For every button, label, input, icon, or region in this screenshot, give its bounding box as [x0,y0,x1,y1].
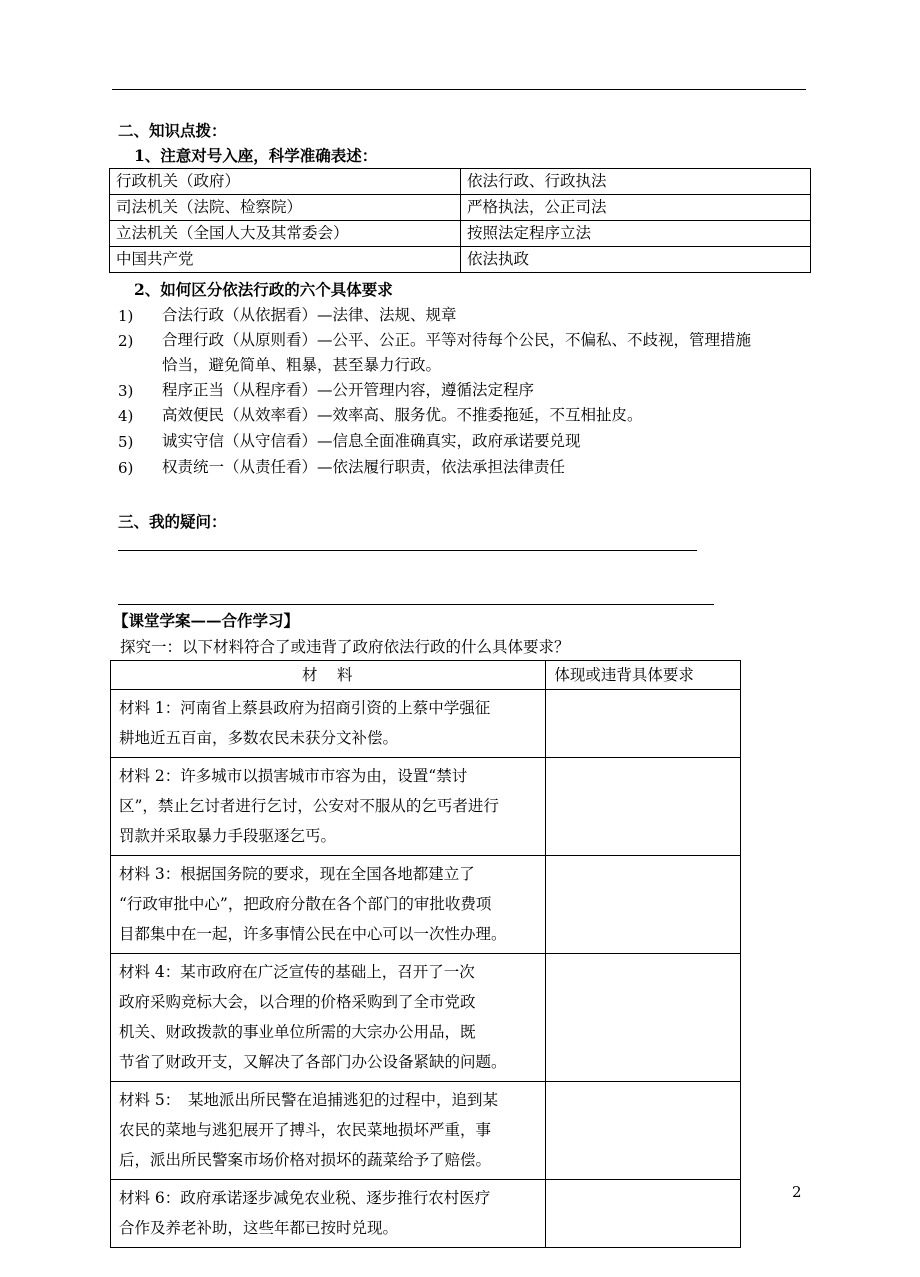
material-line: 节省了财政开支，又解决了各部门办公设备紧缺的问题。 [119,1053,507,1071]
organ-duty-row [110,169,811,195]
organ-duty-table [109,168,811,273]
material-line: 材料 5： 某地派出所民警在追捕逃犯的过程中，追到某 [119,1091,499,1109]
section3-title: 三、我的疑问： [118,512,227,531]
requirement-answer-cell[interactable] [546,690,741,758]
inquiry-question: 探究一：以下材料符合了或违背了政府依法行政的什么具体要求？ [120,638,570,656]
header-material: 材 料 [111,661,546,690]
materials-table-header [111,661,741,690]
material-line: 材料 6：政府承诺逐步减免农业税、逐步推行农村医疗 [119,1189,491,1207]
material-line: 材料 1：河南省上蔡县政府为招商引资的上蔡中学强征 [119,699,491,717]
material-cell [111,758,546,856]
requirement-answer-cell[interactable] [546,1082,741,1180]
list-item-text: 合法行政（从依据看）—法律、法规、规章 [162,306,457,324]
material-row [111,1082,741,1180]
list-item-text: 合理行政（从原则看）—公平、公正。平等对待每个公民，不偏私、不歧视，管理措施 [162,331,752,349]
list-item-number: 2) [118,332,134,350]
duty-cell: 严格执法，公正司法 [461,195,811,221]
material-cell [111,690,546,758]
organ-cell: 立法机关（全国人大及其常委会） [110,221,461,247]
material-cell [111,1180,546,1248]
list-item-text: 高效便民（从效率看）—效率高、服务优。不推委拖延，不互相扯皮。 [162,406,643,424]
header-rule [112,89,806,90]
material-line: 材料 4：某市政府在广泛宣传的基础上，召开了一次 [119,963,475,981]
material-line: 区”，禁止乞讨者进行乞讨，公安对不服从的乞丐者进行 [119,797,499,815]
list-item-text: 恰当，避免简单、粗暴，甚至暴力行政。 [162,356,442,374]
organ-cell: 中国共产党 [110,247,461,273]
question-blank-line-2[interactable] [118,604,714,605]
material-line: 目都集中在一起，许多事情公民在中心可以一次性办理。 [119,925,507,943]
list-item-number: 5) [118,433,134,451]
material-row [111,1180,741,1248]
requirement-answer-cell[interactable] [546,1180,741,1248]
section2-title: 二、知识点拨： [118,121,227,140]
section2-sub1: 1、注意对号入座，科学准确表述： [134,146,378,165]
organ-cell: 行政机关（政府） [110,169,461,195]
material-line: “行政审批中心”，把政府分散在各个部门的审批收费项 [119,895,492,913]
list-item-text: 程序正当（从程序看）—公开管理内容，遵循法定程序 [162,381,535,399]
organ-duty-row [110,221,811,247]
material-line: 政府采购竞标大会，以合理的价格采购到了全市党政 [119,993,476,1011]
header-requirement: 体现或违背具体要求 [546,661,741,690]
material-cell [111,856,546,954]
material-line: 农民的菜地与逃犯展开了搏斗，农民菜地损坏严重，事 [119,1121,492,1139]
material-row [111,690,741,758]
list-item-text: 诚实守信（从守信看）—信息全面准确真实，政府承诺要兑现 [162,432,581,450]
material-cell [111,954,546,1082]
material-line: 机关、财政拨款的事业单位所需的大宗办公用品，既 [119,1023,476,1041]
duty-cell: 依法执政 [461,247,811,273]
list-item-text: 权责统一（从责任看）—依法履行职责，依法承担法律责任 [162,458,566,476]
organ-cell: 司法机关（法院、检察院） [110,195,461,221]
list-item-number: 1) [118,307,134,325]
classroom-title: 【课堂学案——合作学习】 [113,611,300,630]
material-line: 后，派出所民警案市场价格对损坏的蔬菜给予了赔偿。 [119,1151,492,1169]
page-number: 2 [792,1183,802,1201]
list-item-number: 4) [118,407,134,425]
organ-duty-row [110,247,811,273]
question-blank-line-1[interactable] [118,550,697,551]
list-item-number: 6) [118,459,134,477]
material-row [111,758,741,856]
material-line: 材料 2：许多城市以损害城市市容为由，设置“禁讨 [119,767,468,785]
list-item-number: 3) [118,382,134,400]
material-row [111,954,741,1082]
material-line: 合作及养老补助，这些年都已按时兑现。 [119,1219,399,1237]
materials-table [110,660,741,1248]
requirement-answer-cell[interactable] [546,758,741,856]
material-cell [111,1082,546,1180]
organ-duty-row [110,195,811,221]
section2-sub2: 2、如何区分依法行政的六个具体要求 [134,280,393,299]
material-line: 罚款并采取暴力手段驱逐乞丐。 [119,827,337,845]
material-line: 材料 3：根据国务院的要求，现在全国各地都建立了 [119,865,475,883]
material-row [111,856,741,954]
material-line: 耕地近五百亩，多数农民未获分文补偿。 [119,729,399,747]
duty-cell: 按照法定程序立法 [461,221,811,247]
requirement-answer-cell[interactable] [546,856,741,954]
requirement-answer-cell[interactable] [546,954,741,1082]
duty-cell: 依法行政、行政执法 [461,169,811,195]
